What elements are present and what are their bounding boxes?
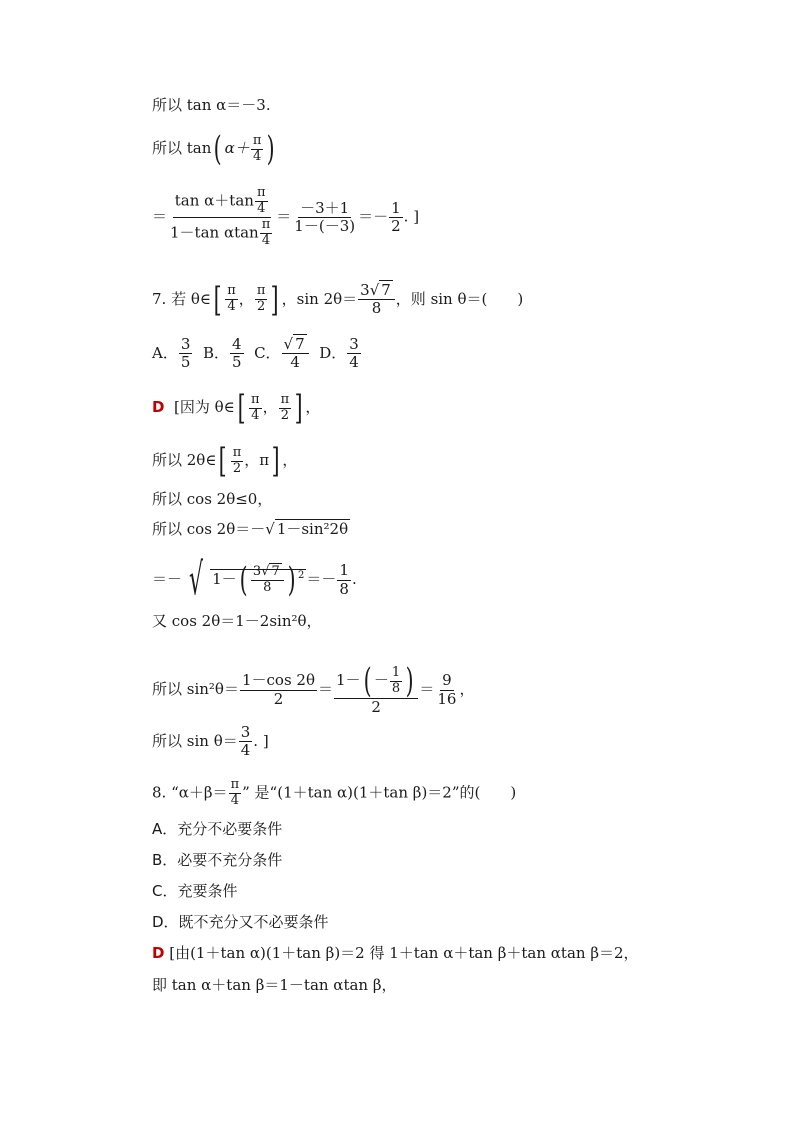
fraction: tan α＋tan $\frac{\pi}{4}$ 1－tan αtan $\frac{\pi}{4}$ xyxy=(170,185,271,248)
option-a: A．充分不必要条件 xyxy=(152,820,283,838)
equation-line: ＝ tan α＋tan $\frac{\pi}{4}$ 1－tan αtan $\frac{\pi}{4}$ ＝ $\frac{-3+1}{1-(-3)}$ ＝－ $\frac{1}{2}$ . ] xyxy=(152,185,420,248)
text-line: 所以 tan( α＋ $\frac{\pi}{4}$ ) xyxy=(152,129,275,169)
option-b: B．必要不充分条件 xyxy=(152,851,283,869)
fraction: $\frac{\pi}{4}$ xyxy=(252,132,262,164)
text-line: 所以 cos 2θ≤0， xyxy=(152,490,273,508)
text-line: 所以 2θ∈[ $\frac{\pi}{2}$ ，π] ， xyxy=(152,441,298,481)
text-line: 又 cos 2θ＝1－2sin²θ， xyxy=(152,612,322,630)
option-c: C．充要条件 xyxy=(152,882,238,900)
equation-line: ＝－ √ 1－( $\frac{3√ 7}{8}$ ) $^2$ ＝－ $\frac{1}{8}$ . xyxy=(152,554,357,605)
fraction: $\frac{-3+1}{1-(-3)}$ xyxy=(294,198,356,235)
question-8: 8. “α＋β＝ $\frac{\pi}{4}$ ” 是“(1＋tan α)(1＋tan β)＝2”的( ) xyxy=(152,777,517,808)
question-7: 7. 若 θ∈[ $\frac{\pi}{4}$ ， $\frac{\pi}{2}$ ] ，sin 2θ＝ $\frac{3√ 7}{8}$ ，则 sin θ＝( ) xyxy=(152,279,524,320)
answer-8: D [由(1＋tan α)(1＋tan β)＝2 得 1＋tan α＋tan β＋tan αtan β＝2， xyxy=(152,944,639,962)
answer-7: D [因为 θ∈[ $\frac{\pi}{4}$ ， $\frac{\pi}{2}$ ] ， xyxy=(152,388,321,428)
question-7-options: A． $\frac{3}{5}$ B． $\frac{4}{5}$ C． $\frac{√ 7}{4}$ D． $\frac{3}{4}$ xyxy=(152,335,359,372)
text-line: 所以 cos 2θ＝－√ 1－sin²2θ xyxy=(152,520,349,538)
text-line: 即 tan α＋tan β＝1－tan αtan β， xyxy=(152,976,397,994)
text-line: 所以 tan α＝－3. xyxy=(152,96,271,114)
text-line: 所以 sin θ＝ $\frac{3}{4}$ . ] xyxy=(152,723,269,760)
fraction: $\frac{1}{2}$ xyxy=(391,198,401,235)
equation-line: 所以 sin²θ＝ $\frac{1-\cos 2\theta}{2}$ ＝ 1－( － $\frac{1}{8}$ ) 2 ＝ $\frac{9}{16}$ ， xyxy=(152,661,475,716)
option-d: D．既不充分又不必要条件 xyxy=(152,913,329,931)
